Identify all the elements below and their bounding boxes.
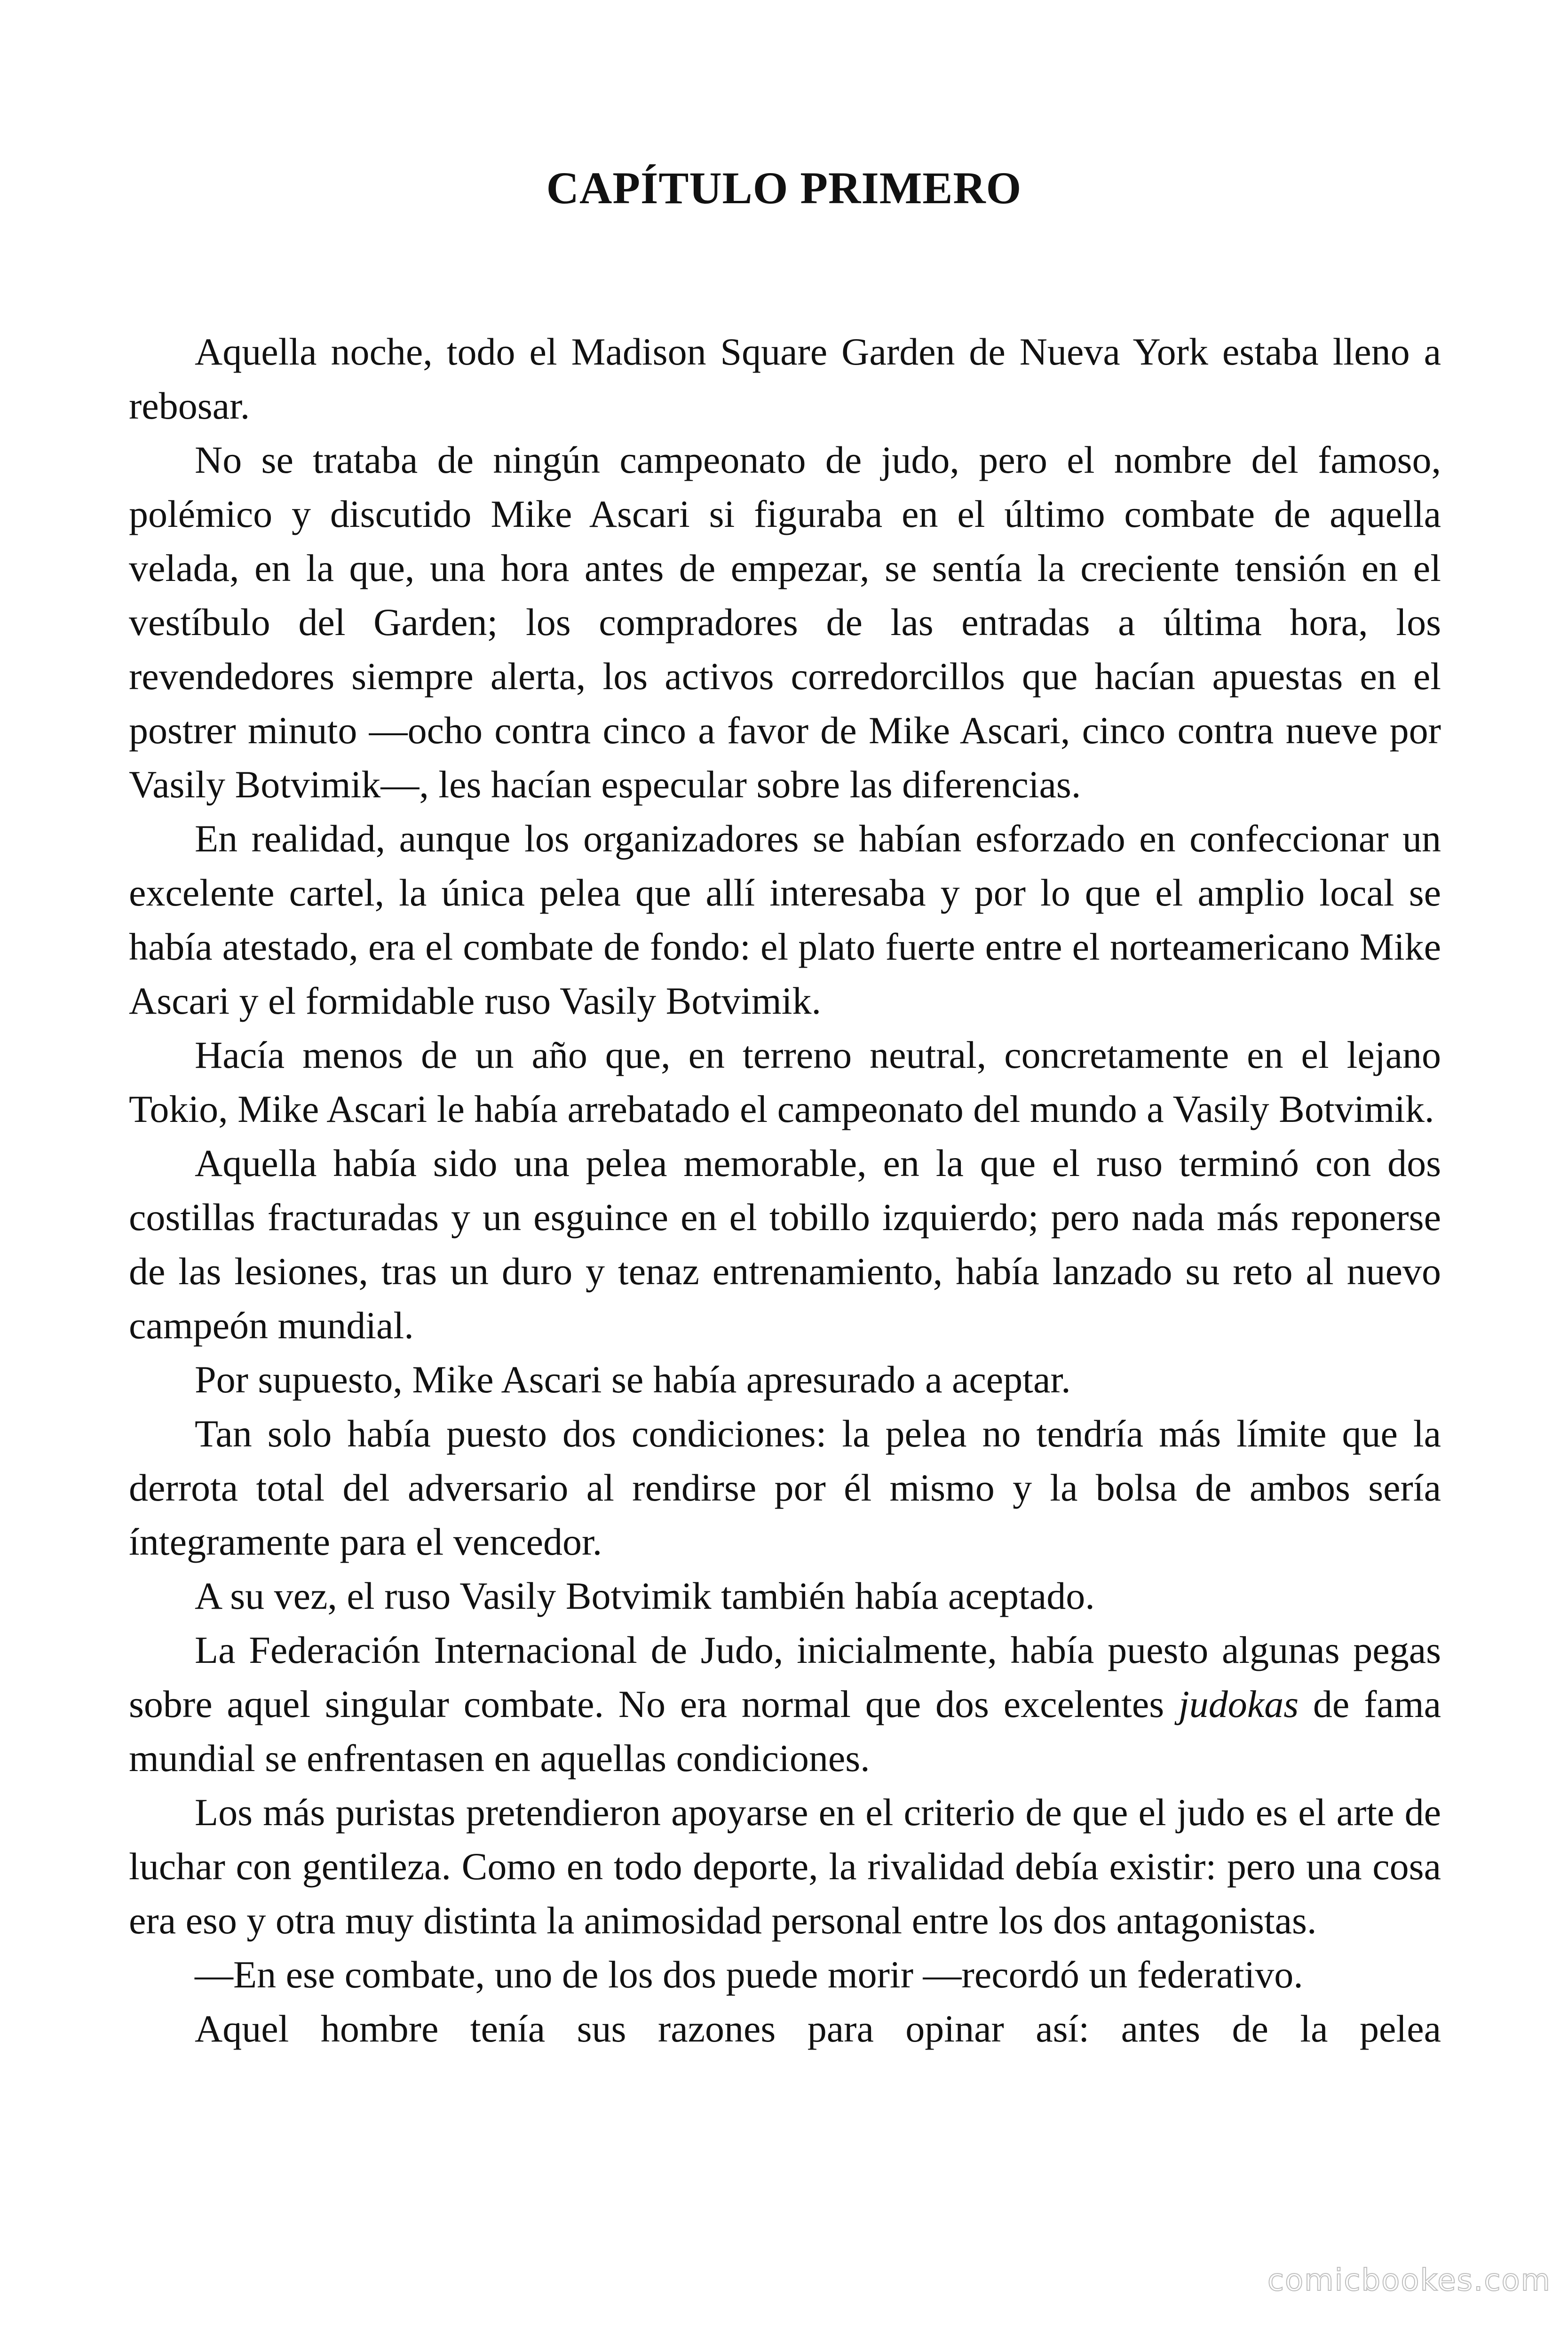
paragraph-8: A su vez, el ruso Vasily Botvimik también había aceptado. xyxy=(195,1574,1095,1617)
paragraph-11: —En ese combate, uno de los dos puede morir —recordó un federativo. xyxy=(195,1953,1303,1996)
body-text xyxy=(129,325,1441,2056)
paragraph-3: En realidad, aunque los organizadores se habían esforzado en confeccionar un excelente cartel, la única pelea que allí interesaba y por lo que el amplio local se había atestado, era el combate de fondo: el plato fuerte entre el norteamericano Mike Ascari y el formidable ruso Vasily Botvimik. xyxy=(129,817,1441,1022)
paragraph-1: Aquella noche, todo el Madison Square Garden de Nueva York estaba lleno a rebosar. xyxy=(129,330,1441,427)
paragraph-2: No se trataba de ningún campeonato de judo, pero el nombre del famoso, polémico y discutido Mike Ascari si figuraba en el último combate de aquella velada, en la que, una hora antes de empezar, se sentía la creciente tensión en el vestíbulo del Garden; los compradores de las entradas a última hora, los revendedores siempre alerta, los activos corredorcillos que hacían apuestas en el postrer minuto —ocho contra cinco a favor de Mike Ascari, cinco contra nueve por Vasily Botvimik—, les hacían especular sobre las diferencias. xyxy=(129,438,1441,806)
paragraph-7: Tan solo había puesto dos condiciones: la pelea no tendría más límite que la derrota total del adversario al rendirse por él mismo y la bolsa de ambos sería íntegramente para el vencedor. xyxy=(129,1412,1441,1563)
chapter-title: CAPÍTULO PRIMERO xyxy=(546,163,1022,213)
paragraph-9 xyxy=(129,1623,1441,1785)
italic-term: judokas xyxy=(1179,1683,1299,1725)
paragraph-9-text-a: La Federación Internacional de Judo, inicialmente, había puesto algunas pegas sobre aquel singular combate. No era normal que dos excelentes xyxy=(129,1629,1441,1725)
watermark-logo: comicbookes.com xyxy=(1267,2263,1551,2298)
paragraph-9-text-b: de fama mundial se enfrentasen en aquellas condiciones. xyxy=(129,1683,1441,1780)
paragraph-6: Por supuesto, Mike Ascari se había apresurado a aceptar. xyxy=(195,1358,1071,1401)
paragraph-4: Hacía menos de un año que, en terreno neutral, concretamente en el lejano Tokio, Mike Ascari le había arrebatado el campeonato del mundo a Vasily Botvimik. xyxy=(129,1033,1441,1130)
paragraph-12-partial: Aquel hombre tenía sus razones para opinar así: antes de la pelea xyxy=(195,2007,1441,2050)
paragraph-10: Los más puristas pretendieron apoyarse en el criterio de que el judo es el arte de luchar con gentileza. Como en todo deporte, la rivalidad debía existir: pero una cosa era eso y otra muy distinta la animosidad personal entre los dos antagonistas. xyxy=(129,1791,1441,1942)
paragraph-5: Aquella había sido una pelea memorable, en la que el ruso terminó con dos costillas fracturadas y un esguince en el tobillo izquierdo; pero nada más reponerse de las lesiones, tras un duro y tenaz entrenamiento, había lanzado su reto al nuevo campeón mundial. xyxy=(129,1142,1441,1347)
